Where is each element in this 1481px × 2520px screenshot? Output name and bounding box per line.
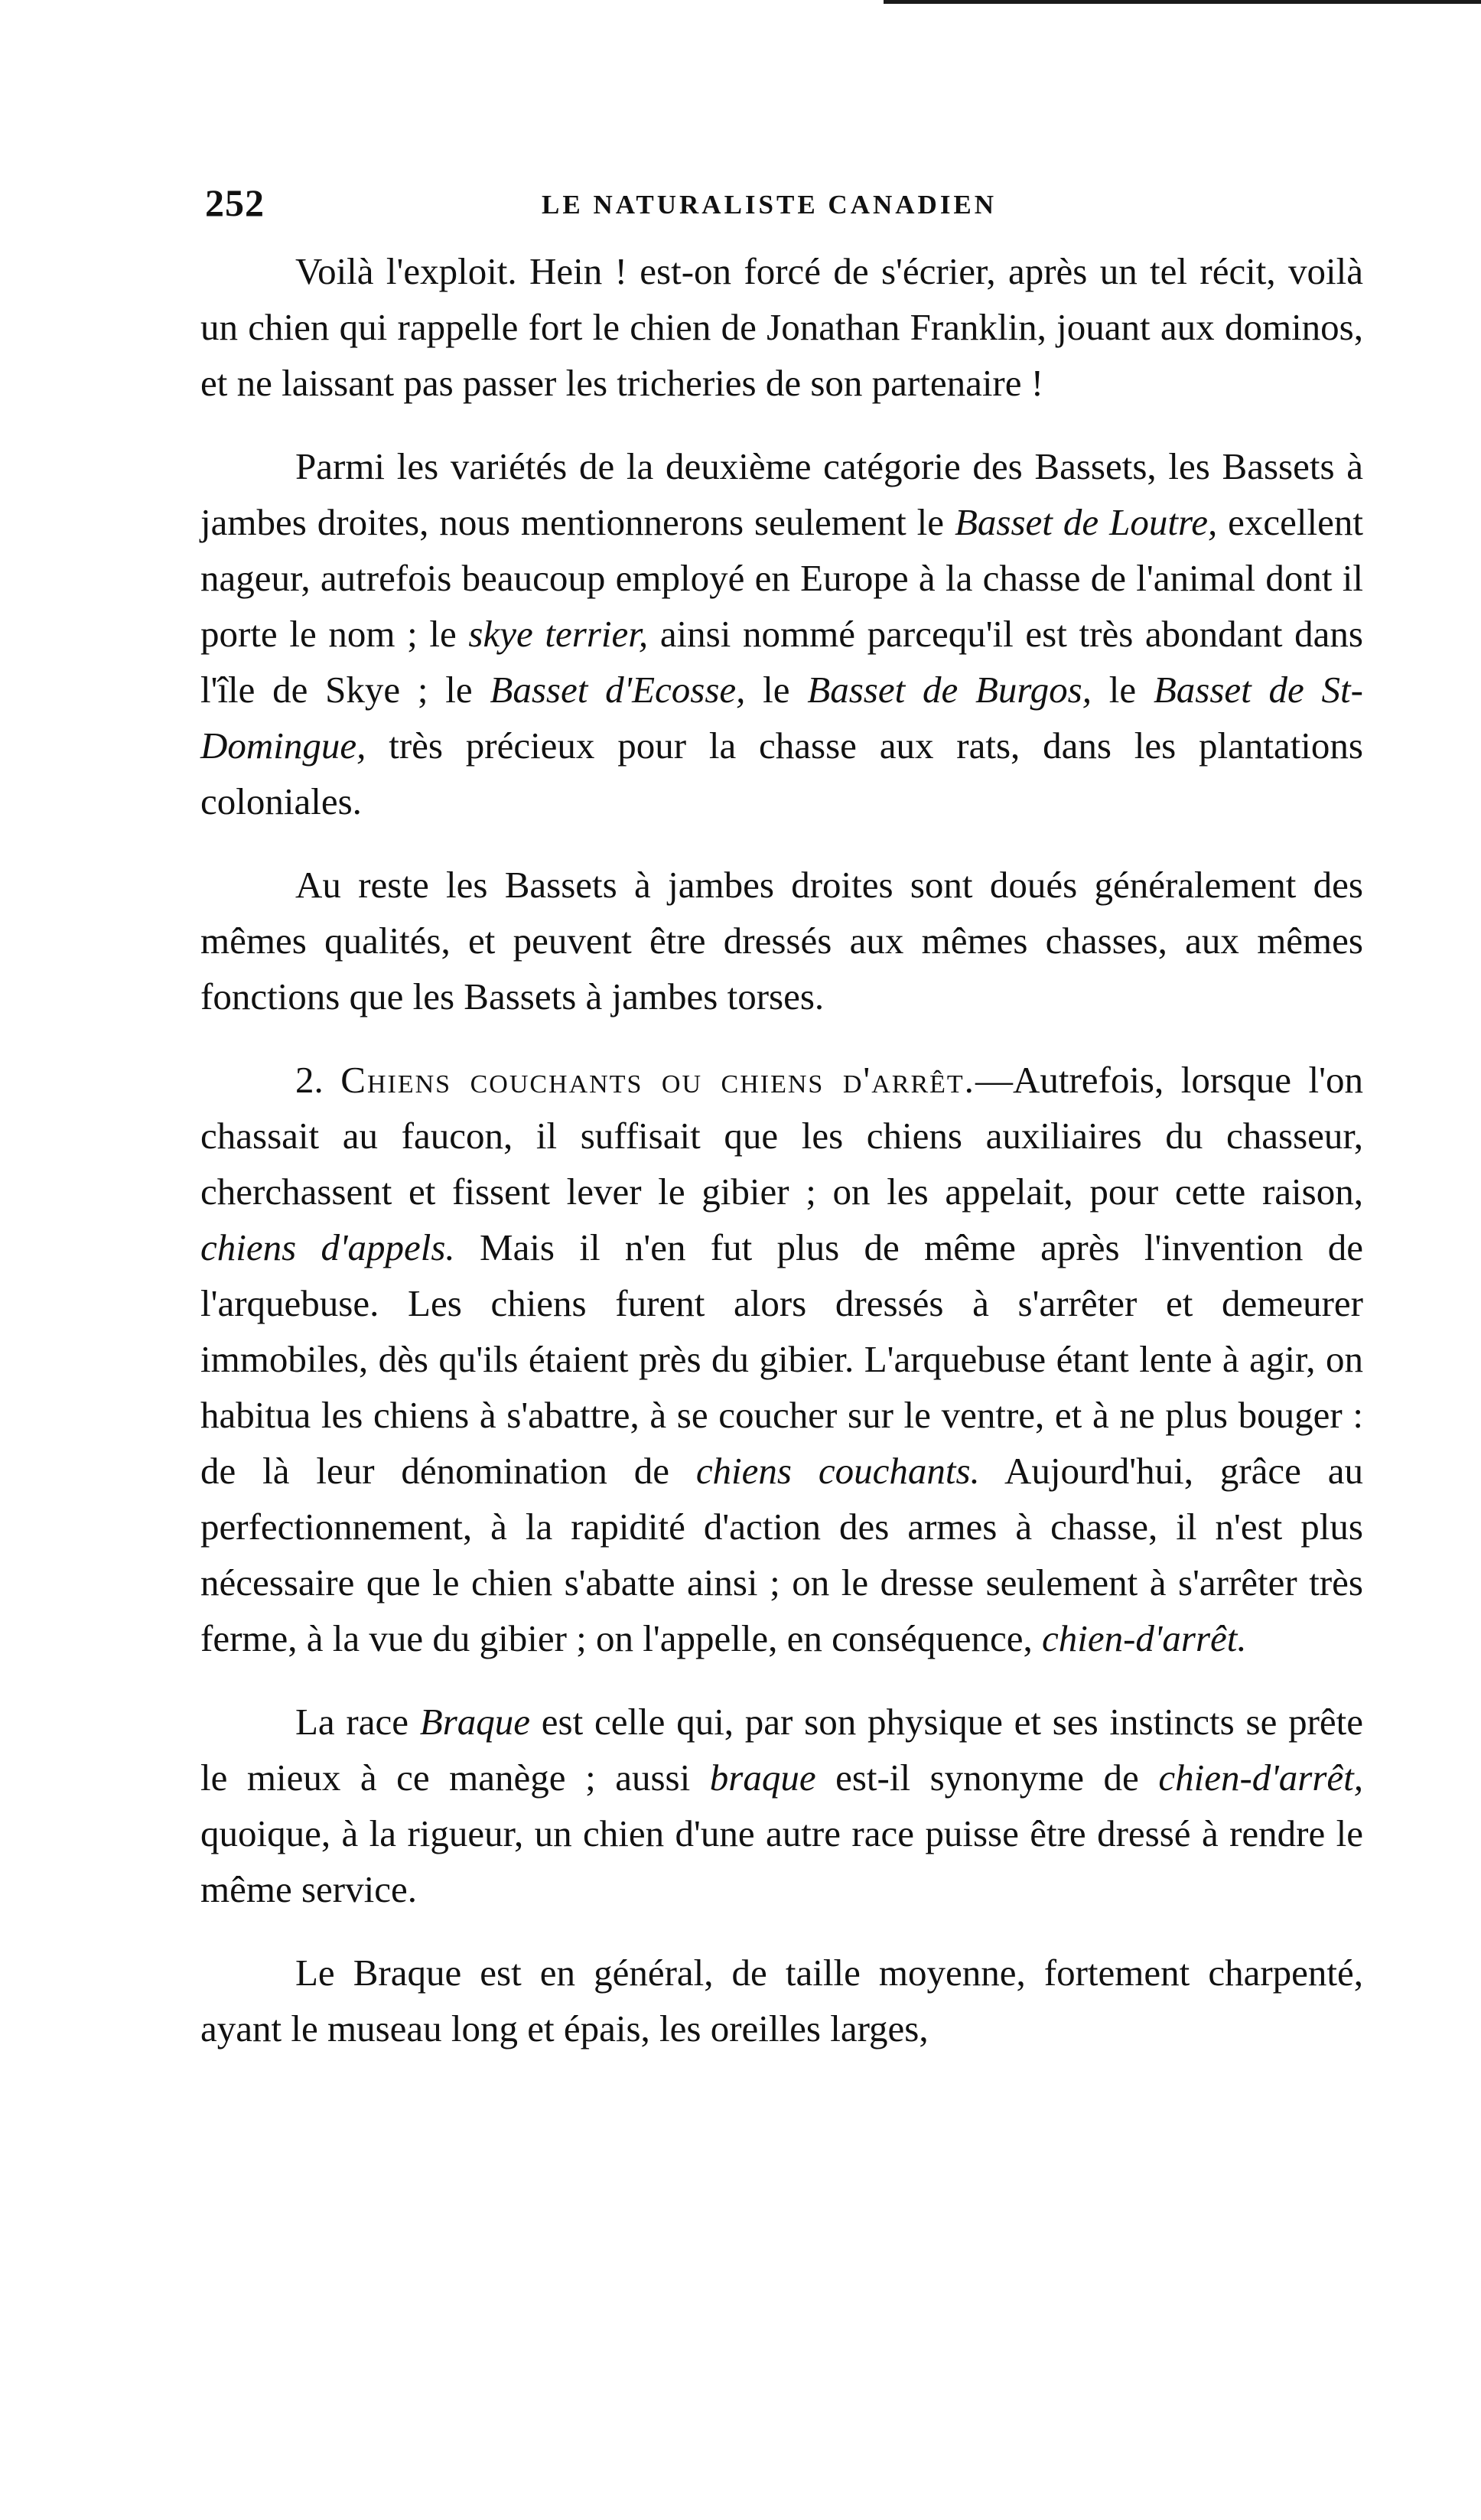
paragraph	[200, 857, 1363, 1024]
running-head: LE NATURALISTE CANADIEN	[542, 190, 998, 220]
text-run: Mais il n'en fut plus de même après l'invention de l'arquebuse. Les chiens furent alors dressés à s'arrêter et demeurer immobiles, dès qu'ils étaient près du gibier. L'arquebuse étant lente à agir, on habitua les chiens à s'abattre, à se coucher sur le ventre, et à ne plus bouger : de là leur dénomination de	[200, 1226, 1363, 1492]
page-header	[205, 181, 1368, 226]
italic-term: skye terrier,	[468, 613, 649, 655]
italic-term: Braque	[419, 1701, 531, 1743]
text-run: La race	[295, 1701, 420, 1743]
text-run: très précieux pour la chasse aux rats, dans les plantations coloniales.	[200, 724, 1363, 822]
paragraph	[200, 1052, 1363, 1666]
italic-term: Basset d'Ecosse,	[490, 669, 746, 711]
italic-term: Basset de Burgos,	[807, 669, 1092, 711]
text-run: 2.	[295, 1059, 341, 1101]
page-number: 252	[205, 181, 265, 224]
text-run: ainsi nommé parcequ'il est très abondant dans l'île de Skye ; le	[200, 613, 1363, 711]
italic-term: chien-d'arrêt.	[1042, 1617, 1247, 1659]
italic-term: Basset de Loutre,	[954, 501, 1218, 543]
text-run: le	[1091, 669, 1154, 711]
text-run: est celle qui, par son physique et ses instincts se prête le mieux à ce manège ; aussi	[200, 1701, 1364, 1799]
paragraph	[200, 1694, 1363, 1917]
italic-term: chien-d'arrêt,	[1158, 1757, 1364, 1799]
text-run: Parmi les variétés de la deuxième catégorie des Bassets, les Bassets à jambes droites, nous mentionnerons seulement le	[200, 445, 1363, 543]
body-text	[200, 243, 1363, 2084]
italic-term: chiens couchants.	[695, 1450, 980, 1492]
paragraph	[200, 243, 1363, 411]
text-run: —Autrefois, lorsque l'on chassait au faucon, il suffisait que les chiens auxiliaires du chasseur, cherchassent et fissent lever le gibier ; on les appelait, pour cette raison,	[200, 1059, 1363, 1213]
text-run: Aujourd'hui, grâce au perfectionnement, à la rapidité d'action des armes à chasse, il n'est plus nécessaire que le chien s'abatte ainsi ; on le dresse seulement à s'arrêter très ferme, à la vue du gibier ; on l'appelle, en conséquence,	[200, 1450, 1364, 1659]
italic-term: braque	[709, 1757, 816, 1799]
italic-term: chiens d'appels.	[200, 1226, 455, 1268]
section-heading: Chiens couchants ou chiens d'arrêt.	[340, 1059, 975, 1101]
text-run: Le Braque est en général, de taille moyenne, fortement charpenté, ayant le museau long et épais, les oreilles larges,	[200, 1952, 1363, 2050]
text-run: Au reste les Bassets à jambes droites sont doués généralement des mêmes qualités, et peuvent être dressés aux mêmes chasses, aux mêmes fonctions que les Bassets à jambes torses.	[200, 864, 1363, 1017]
text-run: excellent nageur, autrefois beaucoup employé en Europe à la chasse de l'animal dont il porte le nom ; le	[200, 501, 1363, 655]
text-run: Voilà l'exploit. Hein ! est-on forcé de s'écrier, après un tel récit, voilà un chien qui rappelle fort le chien de Jonathan Franklin, jouant aux dominos, et ne laissant pas passer les tricheries de son partenaire !	[200, 250, 1363, 404]
italic-term: Basset de St-Domingue,	[200, 669, 1363, 767]
text-run: est-il synonyme de	[815, 1757, 1159, 1799]
text-run: le	[745, 669, 808, 711]
scan-edge-rule	[884, 0, 1481, 4]
paragraph	[200, 438, 1363, 829]
paragraph	[200, 1945, 1363, 2056]
text-run: quoique, à la rigueur, un chien d'une autre race puisse être dressé à rendre le même service.	[200, 1812, 1363, 1910]
